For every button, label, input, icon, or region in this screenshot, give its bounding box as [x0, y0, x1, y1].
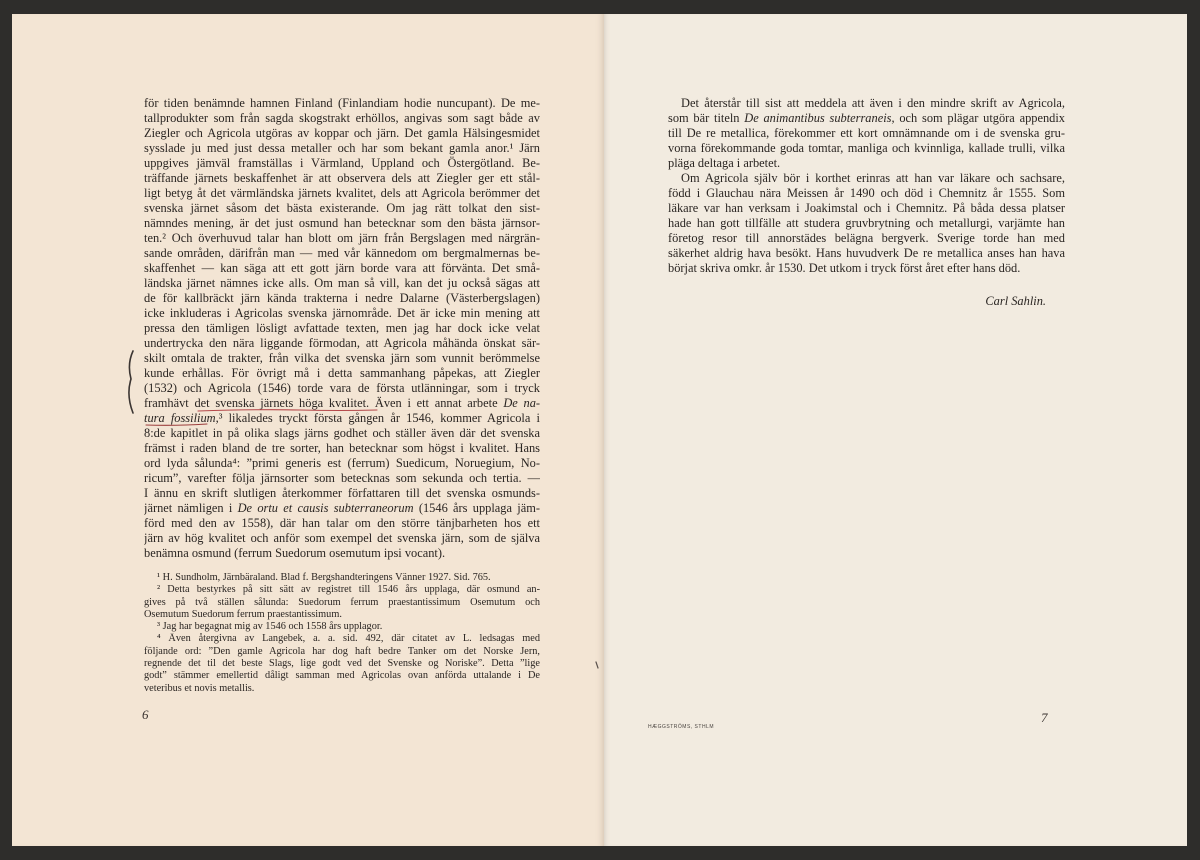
text-run: uppgives jämväl framställas i Värmland, Uppland och Östergötland. Be-	[144, 156, 540, 170]
body-text-line	[144, 441, 540, 456]
body-text-line	[144, 381, 540, 396]
body-text-line	[144, 201, 540, 216]
italic-title-text: tura fossilium,	[144, 411, 219, 425]
text-run: vorna förekommande goda tomtar, manliga och kvinnliga, kallade trulli, vilka	[668, 141, 1065, 155]
text-run: benämna osmund (ferrum Suedorum osemutum ipsi vocant).	[144, 546, 446, 560]
printer-imprint: HÆGGSTRÖMS, STHLM	[648, 724, 715, 730]
footnote-line	[144, 609, 540, 621]
footnote-line	[144, 621, 540, 633]
right-page-body-text	[668, 96, 1065, 276]
body-text-line	[144, 111, 540, 126]
body-text-line	[144, 321, 540, 336]
text-run: kunde erhållas. För övrigt må i detta sammanhang påpekas, att Ziegler	[144, 366, 540, 380]
footnote-line	[144, 572, 540, 584]
text-run: och som plägar utgöra appendix	[894, 111, 1065, 125]
footnote-line	[144, 683, 540, 695]
text-run: järnet nämligen i	[144, 501, 238, 515]
body-text-line	[144, 291, 540, 306]
text-run: ³ likaledes tryckt första gången år 1546, kommer Agricola i	[218, 411, 540, 425]
text-run: ² Detta bestyrkes på sitt sätt av registret till 1546 års upplaga, där osmund an-	[157, 584, 540, 596]
text-run: sysslade ju med just dessa metaller och har som bekant gamla anor.¹ Järn	[144, 141, 540, 155]
text-run: I ännu en skrift slutligen återkommer författaren till det svenska osmunds-	[144, 486, 540, 500]
text-run: undertrycka den nära liggande förmodan, att Agricola måhända önskat sär-	[144, 336, 540, 350]
body-text-line	[144, 546, 540, 561]
text-run: sande områden, därifrån man — med vår kännedom om bergmalmernas be-	[144, 246, 540, 260]
text-run: till De re metallica, förekommer ett kort omnämnande om i de svenska gru-	[668, 126, 1065, 140]
body-text-line	[668, 216, 1065, 231]
left-page-body-text	[144, 96, 540, 561]
body-text-line	[144, 246, 540, 261]
text-run: ten.² Och överhuvud talar han blott om järn från Bergslagen med närgrän-	[144, 231, 540, 245]
body-text-line	[144, 486, 540, 501]
body-text-line	[668, 111, 1065, 126]
footnote-line	[144, 597, 540, 609]
body-text-line	[144, 501, 540, 516]
text-run: ³ Jag har begagnat mig av 1546 och 1558 års upplagor.	[157, 621, 383, 633]
text-run: veteribus et novis metallis.	[144, 682, 255, 694]
text-run: som bär titeln	[668, 111, 745, 125]
text-run: (1546 års upplaga jäm-	[413, 501, 540, 515]
body-text-line	[668, 201, 1065, 216]
body-text-line	[144, 366, 540, 381]
text-run: svenska järnet såsom det bästa existerande. Om jag rätt tolkat den sist-	[144, 201, 540, 215]
text-run: hade han gott tillfälle att studera gruvbrytning och metallurgi, varjämte han	[668, 216, 1065, 230]
body-text-line	[144, 156, 540, 171]
italic-title-text: De animantibus subterraneis,	[744, 111, 895, 125]
text-run: träffande järnets beskaffenhet är att observera dels att Ziegler ger ett stål-	[144, 171, 540, 185]
text-run: skaffenhet — kan säga att ett gott järn borde vara att förvänta. Det små-	[144, 261, 540, 275]
text-run: icke inkluderas i Agricolas svenska järnområde. Det är icke min mening att	[144, 306, 540, 320]
body-text-line	[144, 126, 540, 141]
body-text-line	[668, 186, 1065, 201]
body-text-line	[144, 231, 540, 246]
text-run: företog resor till annorstädes belägna bergverk. Sverige torde han med	[668, 231, 1065, 245]
body-text-line	[144, 516, 540, 531]
text-run: Osemutum Suedorum ferrum praestantissimum.	[144, 608, 342, 620]
body-text-line	[144, 216, 540, 231]
text-run: Ziegler och Agricola utgöras av koppar och järn. Det gamla Hälsingesmidet	[144, 126, 540, 140]
body-text-line	[668, 156, 1065, 171]
text-run: läkare var han verksam i Joakimstal och i Chemnitz. På båda dessa platser	[668, 201, 1065, 215]
body-text-line	[144, 411, 540, 426]
body-text-line	[144, 351, 540, 366]
text-run: ligt betyg åt det värmländska järnets kvalitet, dels att Agricola berömmer det	[144, 186, 540, 200]
text-run: främst i raden bland de tre sorter, han betecknar som högst i kvalitet. Hans	[144, 441, 540, 455]
text-run: född i Glauchau nära Meissen år 1490 och död i Chemnitz år 1555. Som	[668, 186, 1065, 200]
text-run: ⁴ Även återgivna av Langebek, a. a. sid. 492, där citatet av L. ledsagas med	[157, 633, 540, 645]
body-text-line	[144, 96, 540, 111]
text-run: ord lyda sålunda⁴: ”primi generis est (ferrum) Suedicum, Noruegium, No-	[144, 456, 540, 470]
text-run: ricum”, varefter följa järnsorter som betecknas som sekunda och tertia. —	[144, 471, 540, 485]
body-text-line	[144, 276, 540, 291]
body-text-line	[144, 186, 540, 201]
left-page-footnotes	[144, 572, 540, 695]
text-run: framhävt det svenska järnets höga kvalitet. Även i ett annat arbete	[144, 396, 504, 410]
text-run: följande ord: ”Den gamle Agricola har dog haft bedre Tanker om det Norske Jern,	[144, 645, 540, 657]
body-text-line	[144, 306, 540, 321]
body-text-line	[668, 126, 1065, 141]
text-run: godt” stämmer emellertid dåligt samman med Agricolas ovan anförda uttalande i De	[144, 670, 540, 682]
text-run: ¹ H. Sundholm, Järnbäraland. Blad f. Bergshandteringens Vänner 1927. Sid. 765.	[157, 572, 491, 583]
text-run: 8:de kapitlet in på olika slags järns godhet och ställer även där det svenska	[144, 426, 540, 440]
body-text-line	[144, 531, 540, 546]
body-text-line	[668, 246, 1065, 261]
text-run: Det återstår till sist att meddela att även i den mindre skrift av Agricola,	[681, 96, 1065, 110]
text-run: tallprodukter som från sagda skogstrakt erhöllos, angivas som sagt både av	[144, 111, 540, 125]
text-run: förd med den av 1558), där han talar om den större tänjbarheten hos ett	[144, 516, 540, 530]
footnote-line	[144, 658, 540, 670]
text-run: de för kallbräckt järn kända trakterna i nedre Dalarne (Västerbergslagen)	[144, 291, 540, 305]
page-number-right: 7	[1041, 710, 1048, 725]
text-run: (1532) och Agricola (1546) torde vara de första utlänningar, som i tryck	[144, 381, 540, 395]
text-run: pressa den tämligen lösligt avfattade texten, men jag har dock icke velat	[144, 321, 540, 335]
body-text-line	[144, 171, 540, 186]
text-run: regnende det til det beste Slags, lige godt ved det Svenske og Noriske”. Detta ”lige	[144, 658, 540, 670]
text-run: Om Agricola själv bör i korthet erinras att han var läkare och sachsare,	[681, 171, 1065, 185]
text-run: gives på två ställen sålunda: Suedorum ferrum praestantissimum Osemutum och	[144, 596, 540, 608]
author-signature: Carl Sahlin.	[985, 294, 1046, 308]
text-run: skilt omtala de trakter, från vilka det svenska järn som vunnit berömmelse	[144, 351, 540, 365]
body-text-line	[144, 426, 540, 441]
italic-title-text: De na-	[503, 396, 540, 410]
body-text-line	[144, 336, 540, 351]
body-text-line	[144, 471, 540, 486]
body-text-line	[668, 141, 1065, 156]
text-run: säkerhet aldrig hava besökt. Hans huvudverk De re metallica anses han hava	[668, 246, 1065, 260]
text-run: järn av hög kvalitet och anför som exempel det svenska järn, som de själva	[144, 531, 540, 545]
body-text-line	[668, 171, 1065, 186]
body-text-line	[668, 231, 1065, 246]
body-text-line	[144, 396, 540, 411]
body-text-line	[668, 96, 1065, 111]
footnote-line	[144, 670, 540, 682]
page-number-left: 6	[142, 707, 149, 722]
body-text-line	[144, 261, 540, 276]
footnote-line	[144, 633, 540, 645]
text-run: nämndes mening, är det just osmund han betecknar som den bästa järnsor-	[144, 216, 540, 230]
body-text-line	[144, 141, 540, 156]
body-text-line	[668, 261, 1065, 276]
footnote-line	[144, 584, 540, 596]
body-text-line	[144, 456, 540, 471]
text-run: pläga deltaga i arbetet.	[668, 156, 781, 170]
italic-title-text: De ortu et causis subterraneorum	[237, 501, 414, 515]
footnote-line	[144, 646, 540, 658]
text-run: för tiden benämnde hamnen Finland (Finlandiam hodie nuncupant). De me-	[144, 96, 540, 110]
text-run: börjat skriva omkr. år 1530. Det utkom i tryck först året efter hans död.	[668, 261, 1021, 275]
text-run: ländska järnet nämnes icke alls. Om man så vill, kan det ju också sägas att	[144, 276, 540, 290]
